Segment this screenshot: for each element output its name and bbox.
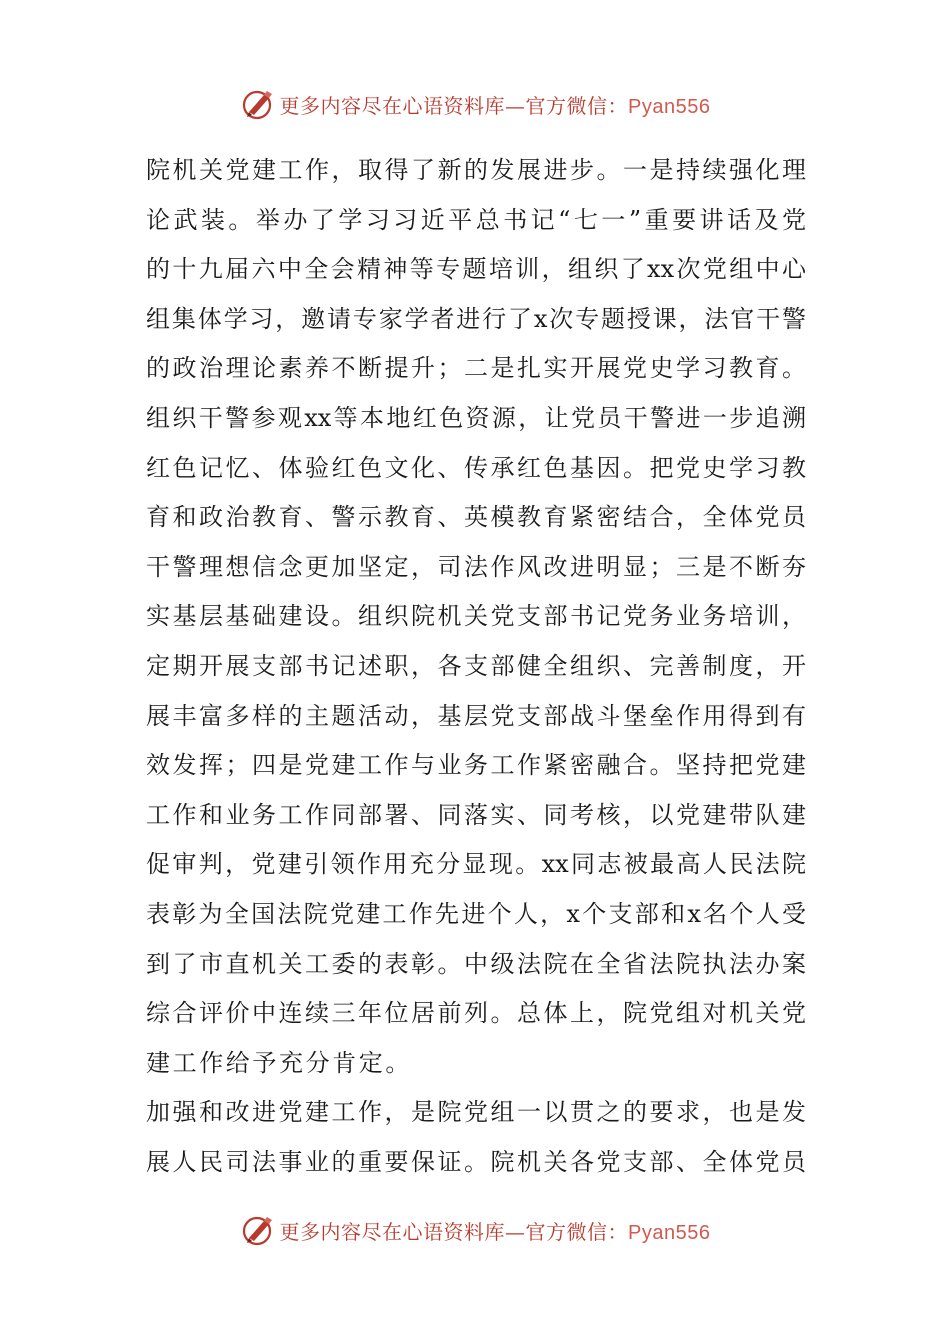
text-line: 论武装。举办了学习习近平总书记“七一”重要讲话及党 <box>146 205 806 234</box>
text-line: 院机关党建工作，取得了新的发展进步。一是持续强化理 <box>146 156 806 184</box>
text-line: 展人民司法事业的重要保证。院机关各党支部、全体党员 <box>146 1147 806 1176</box>
paragraph-1 <box>146 146 806 1088</box>
pen-circle-logo-icon <box>240 1212 276 1248</box>
text-line: 表彰为全国法院党建工作先进个人，x个支部和x名个人受 <box>146 899 806 928</box>
watermark-text: 更多内容尽在心语资料库—官方微信：Pyan556 <box>279 1219 711 1244</box>
document-body <box>146 146 806 1187</box>
text-line: 育和政治教育、警示教育、英模教育紧密结合，全体党员 <box>146 503 806 532</box>
text-line: 加强和改进党建工作，是院党组一以贯之的要求，也是发 <box>146 1098 806 1127</box>
text-line: 促审判，党建引领作用充分显现。xx同志被最高人民法院 <box>146 850 806 879</box>
watermark-text: 更多内容尽在心语资料库—官方微信：Pyan556 <box>279 93 711 118</box>
text-line: 干警理想信念更加坚定，司法作风改进明显；三是不断夯 <box>146 552 806 581</box>
text-line: 的十九届六中全会精神等专题培训，组织了xx次党组中心 <box>146 255 806 284</box>
pen-circle-logo-icon <box>240 86 276 122</box>
header-watermark <box>0 84 950 124</box>
text-line: 定期开展支部书记述职，各支部健全组织、完善制度，开 <box>146 651 806 680</box>
text-line: 建工作给予充分肯定。 <box>146 1048 412 1077</box>
text-line: 效发挥；四是党建工作与业务工作紧密融合。坚持把党建 <box>146 751 806 780</box>
text-line: 组集体学习，邀请专家学者进行了x次专题授课，法官干警 <box>146 304 806 333</box>
text-line: 红色记忆、体验红色文化、传承红色基因。把党史学习教 <box>146 453 806 482</box>
text-line: 展丰富多样的主题活动，基层党支部战斗堡垒作用得到有 <box>146 701 806 730</box>
text-line: 综合评价中连续三年位居前列。总体上，院党组对机关党 <box>146 999 806 1028</box>
text-line: 工作和业务工作同部署、同落实、同考核，以党建带队建 <box>146 800 806 829</box>
text-line: 到了市直机关工委的表彰。中级法院在全省法院执法办案 <box>146 949 806 978</box>
footer-watermark <box>0 1210 950 1250</box>
text-line: 组织干警参观xx等本地红色资源，让党员干警进一步追溯 <box>146 403 806 432</box>
text-line: 的政治理论素养不断提升；二是扎实开展党史学习教育。 <box>146 354 806 383</box>
paragraph-2 <box>146 1088 806 1187</box>
text-line: 实基层基础建设。组织院机关党支部书记党务业务培训， <box>146 602 806 631</box>
